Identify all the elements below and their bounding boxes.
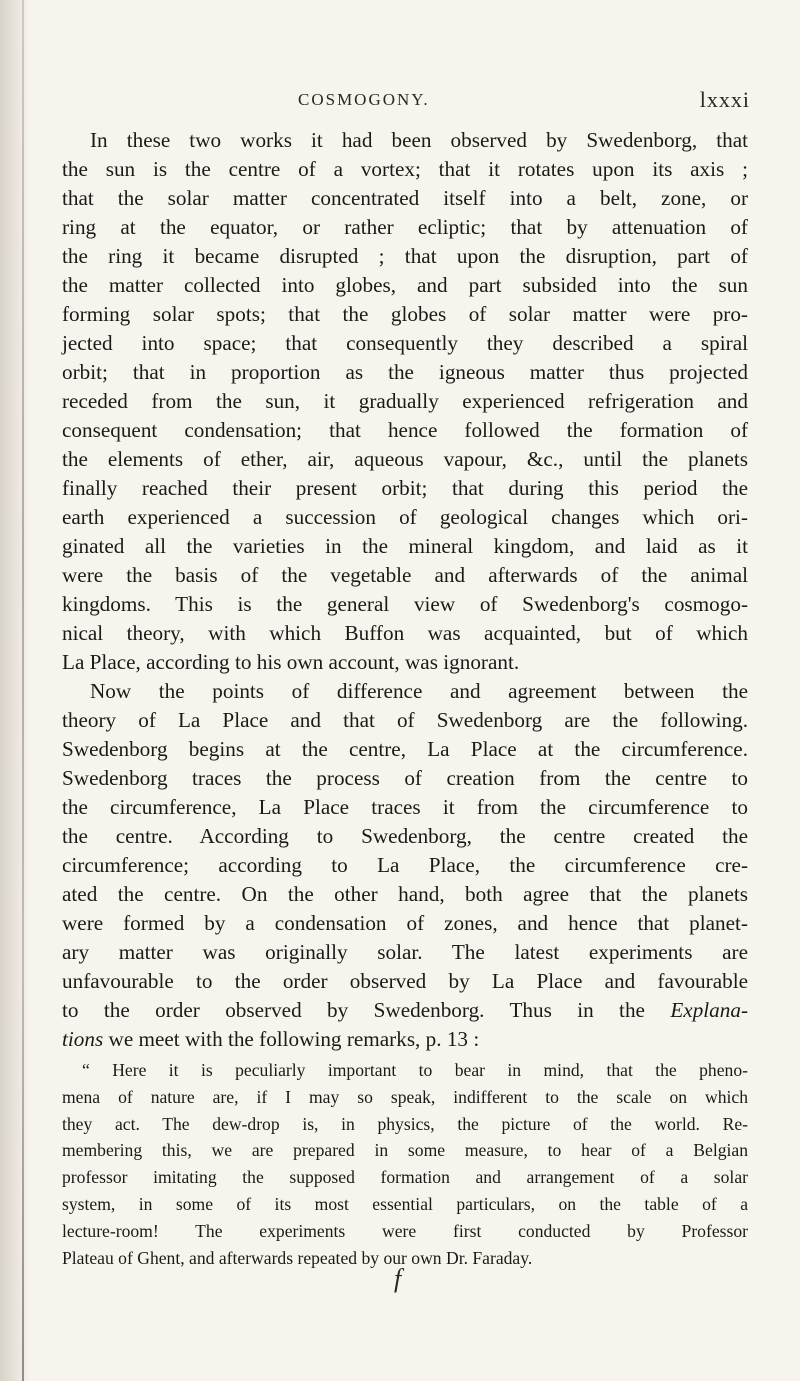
text-line: Swedenborg begins at the centre, La Place at the circumference. — [62, 737, 748, 761]
gutter-shadow — [0, 0, 30, 1381]
quote-line: professor imitating the supposed formation and arrangement of a solar — [62, 1167, 748, 1188]
text-line — [62, 1025, 748, 1054]
italic-title-fragment: tions — [62, 1027, 104, 1051]
text-fragment: to the order observed by Swedenborg. Thus in the — [62, 998, 645, 1022]
text-line — [62, 996, 748, 1025]
text-line: ginated all the varieties in the mineral kingdom, and laid as it — [62, 534, 748, 558]
text-line: Now the points of difference and agreement between the — [90, 679, 748, 703]
text-line: orbit; that in proportion as the igneous matter thus projected — [62, 360, 748, 384]
quote-line: membering this, we are prepared in some measure, to hear of a Belgian — [62, 1140, 748, 1161]
running-head: COSMOGONY. — [298, 90, 430, 109]
text-line: that the solar matter concentrated itself into a belt, zone, or — [62, 186, 748, 210]
text-line: the elements of ether, air, aqueous vapour, &c., until the planets — [62, 447, 748, 471]
text-line: were the basis of the vegetable and afterwards of the animal — [62, 563, 748, 587]
text-line: jected into space; that consequently they described a spiral — [62, 331, 748, 355]
text-line: unfavourable to the order observed by La Place and favourable — [62, 969, 748, 993]
text-line: ring at the equator, or rather ecliptic; that by attenuation of — [62, 215, 748, 239]
binding-edge — [22, 0, 24, 1381]
text-line: ary matter was originally solar. The latest experiments are — [62, 940, 748, 964]
text-line: La Place, according to his own account, was ignorant. — [62, 650, 520, 674]
paragraph-1 — [62, 126, 748, 677]
text-line: finally reached their present orbit; that during this period the — [62, 476, 748, 500]
text-line: In these two works it had been observed by Swedenborg, that — [90, 128, 748, 152]
body-text — [62, 126, 748, 1271]
text-line: circumference; according to La Place, the circumference cre- — [62, 853, 748, 877]
text-line: theory of La Place and that of Swedenborg are the following. — [62, 708, 748, 732]
text-line: forming solar spots; that the globes of solar matter were pro- — [62, 302, 748, 326]
quote-line: lecture-room! The experiments were first conducted by Professor — [62, 1220, 748, 1241]
text-line: the sun is the centre of a vortex; that it rotates upon its axis ; — [62, 157, 748, 181]
text-line: the matter collected into globes, and part subsided into the sun — [62, 273, 748, 297]
quote-line: Plateau of Ghent, and afterwards repeated by our own Dr. Faraday. — [62, 1247, 533, 1268]
text-line: the centre. According to Swedenborg, the centre created the — [62, 824, 748, 848]
signature-mark: f — [394, 1264, 402, 1293]
quote-line: system, in some of its most essential particulars, on the table of a — [62, 1193, 748, 1214]
text-line: nical theory, with which Buffon was acquainted, but of which — [62, 621, 748, 645]
text-fragment: we meet with the following remarks, p. 13 : — [103, 1027, 480, 1051]
text-line: kingdoms. This is the general view of Swedenborg's cosmogo- — [62, 592, 748, 616]
page-number: lxxxi — [699, 87, 750, 112]
quote-line: mena of nature are, if I may so speak, indifferent to the scale on which — [62, 1086, 748, 1107]
page-header — [60, 86, 750, 116]
paragraph-2 — [62, 677, 748, 1054]
text-line: Swedenborg traces the process of creation from the centre to — [62, 766, 748, 790]
quote-line: they act. The dew-drop is, in physics, the picture of the world. Re- — [62, 1113, 748, 1134]
text-line: ated the centre. On the other hand, both agree that the planets — [62, 882, 748, 906]
text-line: were formed by a condensation of zones, and hence that planet- — [62, 911, 748, 935]
text-line: the circumference, La Place traces it from the circumference to — [62, 795, 748, 819]
text-line: receded from the sun, it gradually experienced refrigeration and — [62, 389, 748, 413]
text-line: earth experienced a succession of geological changes which ori- — [62, 505, 748, 529]
text-line: the ring it became disrupted ; that upon the disruption, part of — [62, 244, 748, 268]
text-line: consequent condensation; that hence followed the formation of — [62, 418, 748, 442]
italic-title-fragment: Explana- — [670, 998, 749, 1022]
quote-line: “ Here it is peculiarly important to bear in mind, that the pheno- — [82, 1060, 748, 1080]
block-quote — [62, 1057, 748, 1271]
